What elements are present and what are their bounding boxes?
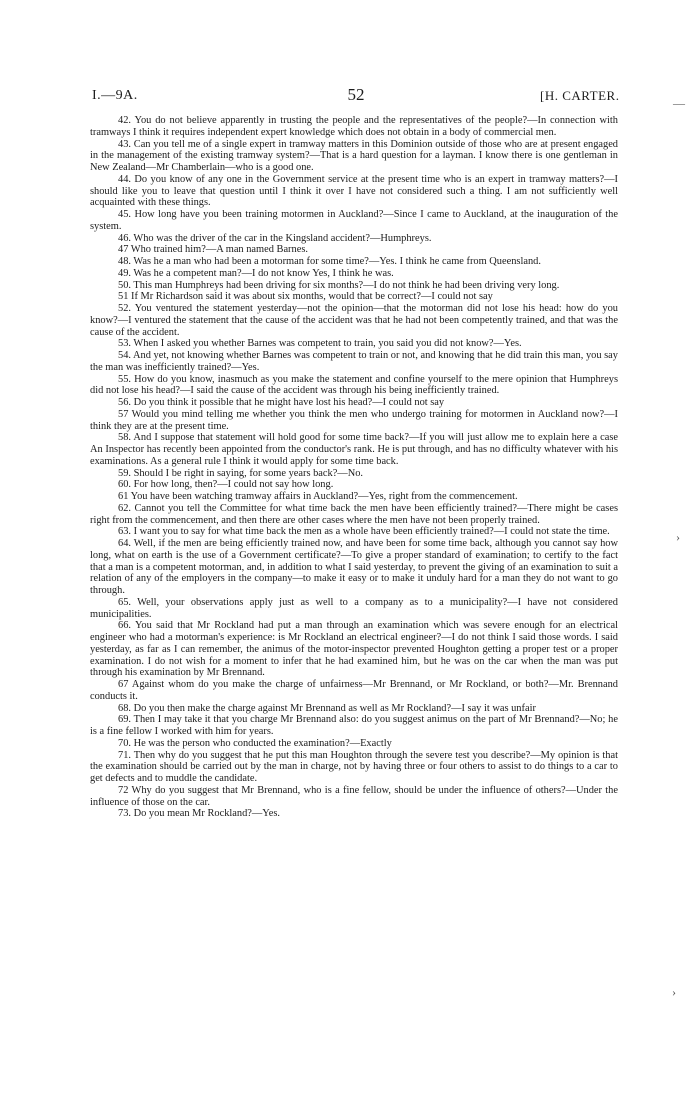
question-answer-paragraph: 42. You do not believe apparently in trusting the people and the representatives of the people?—In connection with tramways I think it requires independent expert knowledge which does not obtain in a body of commercial men. [90,115,618,138]
question-answer-paragraph: 54. And yet, not knowing whether Barnes was competent to train or not, and knowing that he did train this man, you say the man was inefficiently trained?—Yes. [90,350,618,373]
question-answer-paragraph: 57 Would you mind telling me whether you think the men who undergo training for motormen in Auckland now?—I think they are at the present time. [90,408,618,432]
question-answer-paragraph: 72 Why do you suggest that Mr Brennand, who is a fine fellow, should be under the influence of others?—Under the influence of those on the car. [90,784,618,808]
question-answer-paragraph: 66. You said that Mr Rockland had put a man through an examination which was severe enough for an electrical engineer who had a motorman's experience: is Mr Rockland an electrical engineer?—I do not think I said those words. I said yesterday, as far as I can remember, the animus of the motor-inspector prevented Houghton getting a proper test or a proper examination. I do not wish for a moment to infer that he had examined him, but he was on the car when the man was put through his examination by Mr Brennand. [90,620,618,679]
question-answer-paragraph: 70. He was the person who conducted the examination?—Exactly [118,737,392,749]
question-answer-paragraph: 55. How do you know, inasmuch as you make the statement and confine yourself to the mere opinion that Humphreys did not lose his head?—I said the cause of the accident was through his being inefficiently trained. [90,373,618,397]
question-answer-paragraph: 56. Do you think it possible that he might have lost his head?—I could not say [118,397,445,408]
question-answer-paragraph: 65. Well, your observations apply just as well to a company as to a municipality?—I have not considered municipalities. [90,596,618,620]
margin-scan-mark: › [676,530,680,544]
paper-reference: I.—9A. [92,88,138,103]
question-answer-paragraph: 48. Was he a man who had been a motorman for some time?—Yes. I think he came from Queensland. [118,256,541,267]
question-answer-paragraph: 71. Then why do you suggest that he put this man Houghton through the severe test you describe?—My opinion is that the examination should be carried out by the man in charge, not by having three or four others to assist to do things to a car to get defects and to muddle the candidate. [90,749,618,784]
question-answer-paragraph: 68. Do you then make the charge against Mr Brennand as well as Mr Rockland?—I say it was unfair [118,702,536,714]
margin-scan-mark: — [673,96,685,110]
question-answer-paragraph: 60. For how long, then?—I could not say how long. [118,479,334,491]
question-answer-paragraph: 43. Can you tell me of a single expert in tramway matters in this Dominion outside of those who are at present engaged in the management of the existing tramway system?—That is a hard question for a layman. I know there is one gentleman in New Zealand—Mr Chamberlain—who is a good one. [90,138,618,173]
question-answer-paragraph: 51 If Mr Richardson said it was about six months, would that be correct?—I could not say [118,291,493,303]
question-answer-paragraph: 44. Do you know of any one in the Government service at the present time who is an expert in tramway matters?—I should like you to leave that question until I think it over I have not considered such a thing. I am not sufficiently well acquainted with these things. [90,173,618,209]
question-answer-paragraph: 58. And I suppose that statement will hold good for some time back?—If you will just allow me to explain here a case An Inspector has recently been appointed from the conductor's rank. He is put through, and has no difficulty whatever with his examinations. As a general rule I think it would apply for some time back. [90,432,618,467]
page-number: 52 [347,85,365,104]
question-answer-paragraph: 67 Against whom do you make the charge of unfairness—Mr Brennand, or Mr Rockland, or both?—Mr. Brennand conducts it. [90,679,618,702]
question-answer-paragraph: 61 You have been watching tramway affairs in Auckland?—Yes, right from the commencement. [118,491,518,502]
question-answer-paragraph: 59. Should I be right in saying, for some years back?—No. [118,467,363,479]
witness-name: [H. CARTER. [540,88,620,103]
testimony-body [90,115,618,820]
question-answer-paragraph: 62. Cannot you tell the Committee for what time back the men have been efficiently trained?—There might be cases right from the commencement, and then there are other cases where the men have not been properly trained. [90,502,618,526]
question-answer-paragraph: 53. When I asked you whether Barnes was competent to train, you said you did not know?—Yes. [118,338,522,350]
question-answer-paragraph: 47 Who trained him?—A man named Barnes. [118,244,308,256]
question-answer-paragraph: 50. This man Humphreys had been driving for six months?—I do not think he had been driving very long. [118,279,560,291]
question-answer-paragraph: 63. I want you to say for what time back the men as a whole have been efficiently trained?—I could not state the time. [118,526,610,538]
margin-scan-mark: › [672,985,676,999]
question-answer-paragraph: 69. Then I may take it that you charge Mr Brennand also: do you suggest animus on the part of Mr Brennand?—No; he is a fine fellow I worked with him for years. [90,714,618,737]
question-answer-paragraph: 45. How long have you been training motormen in Auckland?—Since I came to Auckland, at the inauguration of the system. [90,209,618,232]
question-answer-paragraph: 52. You ventured the statement yesterday—not the opinion—that the motorman did not lose his head: how do you know?—I ventured the statement that the cause of the accident was that he had not been competently trained, and that was the cause of the accident. [90,303,618,338]
question-answer-paragraph: 49. Was he a competent man?—I do not know Yes, I think he was. [118,267,394,279]
question-answer-paragraph: 64. Well, if the men are being efficiently trained now, and have been for some time back, although you cannot say how long, what on earth is the use of a Government certificate?—To give a proper standard of examination; to certify to the fact that a man is a competent motorman, and, in addition to what I said yesterday, to prevent the giving of an examination to suit a relation of any of the employers in the company—to make it easy or to make it unduly hard for a man they do not want to go through. [90,538,618,596]
question-answer-paragraph: 73. Do you mean Mr Rockland?—Yes. [118,808,281,820]
question-answer-paragraph: 46. Who was the driver of the car in the Kingsland accident?—Humphreys. [118,232,432,244]
